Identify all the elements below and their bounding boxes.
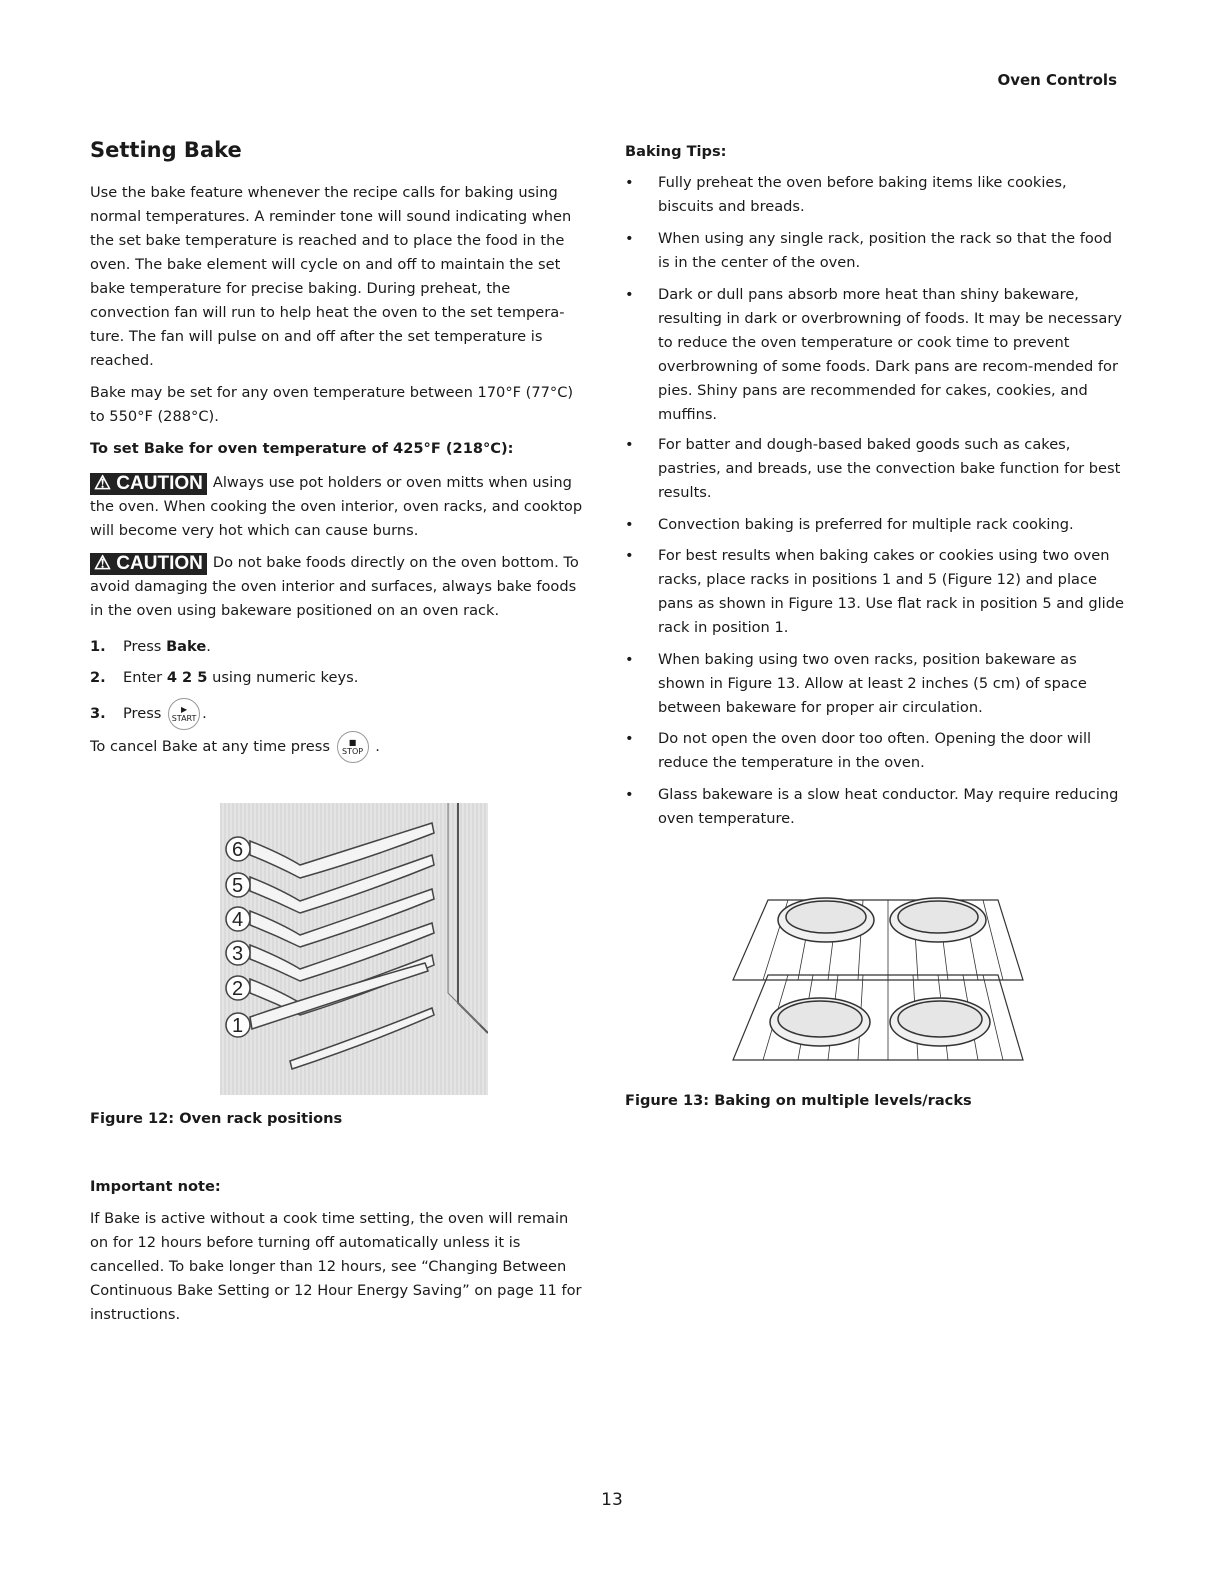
page-title: Setting Bake: [90, 138, 242, 162]
page-number: 13: [601, 1490, 623, 1510]
tip-text: Glass bakeware is a slow heat conductor. May require reducing oven temperature.: [658, 786, 1119, 827]
step-3: [90, 698, 590, 730]
section-header: Oven Controls: [997, 71, 1117, 89]
step-text: using numeric keys.: [207, 669, 359, 686]
caution-text: Always use pot holders or oven mitts when using the oven. When cooking the oven interior, oven racks, and cooktop will become very hot which can cause burns.: [90, 474, 583, 539]
rack-number-4: 4: [232, 909, 244, 931]
figure-12-caption: Figure 12: Oven rack positions: [90, 1110, 343, 1127]
figure-13-caption: Figure 13: Baking on multiple levels/racks: [625, 1092, 972, 1109]
stop-key-icon: ■ STOP: [337, 731, 369, 763]
tip-text: When baking using two oven racks, position bakeware as shown in Figure 13. Allow at least 2 inches (5 cm) of space between bakeware for proper air circulation.: [658, 651, 1087, 716]
tip-item: [625, 727, 1125, 775]
caution-text: Do not bake foods directly on the oven bottom. To avoid damaging the oven interior and surfaces, always bake foods in the oven using bakeware positioned on an oven rack.: [90, 554, 579, 619]
tip-item: [625, 171, 1125, 219]
cancel-instruction: To cancel Bake at any time press ■ STOP .: [90, 731, 590, 763]
step-number: 3.: [90, 705, 106, 722]
oven-rack-positions-figure: [220, 803, 488, 1095]
caution-note-2: [90, 551, 590, 623]
step-text: .: [202, 705, 207, 722]
bullet: •: [625, 286, 634, 303]
rack-number-1: 1: [232, 1015, 244, 1037]
rack-number-3: 3: [232, 943, 244, 965]
caution-badge: ⚠ CAUTION: [90, 473, 207, 495]
intro-paragraph: Use the bake feature whenever the recipe calls for baking using normal temperatures. A reminder tone will sound indicating when the set bake temperature is reached and to place the food in the oven. The bake element will cycle on and off to maintain the set bake temperature for precise baking. During preheat, the convection fan will run to help heat the oven to the set tempera-ture. The fan will pulse on and off after the set temperature is reached.: [90, 184, 572, 369]
tip-item: [625, 648, 1125, 720]
tip-item: [625, 783, 1125, 831]
bullet: •: [625, 786, 634, 803]
tip-text: Do not open the oven door too often. Opening the door will reduce the temperature in the oven.: [658, 730, 1092, 771]
step-2: [90, 666, 590, 690]
step-number: 2.: [90, 669, 106, 686]
multiple-racks-figure: [728, 895, 1028, 1070]
caution-badge: ⚠ CAUTION: [90, 553, 207, 575]
tip-text: For batter and dough-based baked goods such as cakes, pastries, and breads, use the convection bake function for best results.: [658, 436, 1121, 501]
bullet: •: [625, 547, 634, 564]
start-key-icon: ▶ START: [168, 698, 200, 730]
tip-text: Fully preheat the oven before baking items like cookies, biscuits and breads.: [658, 174, 1067, 215]
tip-text: When using any single rack, position the rack so that the food is in the center of the oven.: [658, 230, 1112, 271]
instruction-subheading: To set Bake for oven temperature of 425°F (218°C):: [90, 440, 514, 457]
temperature-range-paragraph: Bake may be set for any oven temperature between 170°F (77°C) to 550°F (288°C).: [90, 384, 574, 425]
bullet: •: [625, 730, 634, 747]
important-note-text: If Bake is active without a cook time setting, the oven will remain on for 12 hours before turning off automatically unless it is cancelled. To bake longer than 12 hours, see “Changing Between Continuous Bake Setting or 12 Hour Energy Saving” on page 11 for instructions.: [90, 1210, 582, 1323]
step-text: Enter: [123, 669, 167, 686]
key-name: 4 2 5: [166, 669, 208, 686]
bullet: •: [625, 436, 634, 453]
step-number: 1.: [90, 638, 106, 655]
tip-item: [625, 283, 1125, 427]
tip-item: [625, 433, 1125, 505]
tip-text: Dark or dull pans absorb more heat than shiny bakeware, resulting in dark or overbrowning of foods. It may be necessary to reduce the oven temperature or cook time to prevent overbrowning of some foods. Dark pans are recom-mended for pies. Shiny pans are recommended for cakes, cookies, and muffins.: [658, 286, 1122, 423]
baking-tips-heading: Baking Tips:: [625, 143, 727, 160]
rack-number-6: 6: [232, 839, 244, 861]
step-1: [90, 635, 590, 659]
step-text: .: [206, 638, 211, 655]
cancel-text: To cancel Bake at any time press: [90, 738, 330, 755]
step-text: Press: [123, 638, 167, 655]
tip-text: For best results when baking cakes or cookies using two oven racks, place racks in positions 1 and 5 (Figure 12) and place pans as shown in Figure 13. Use flat rack in position 5 and glide rack in position 1.: [658, 547, 1124, 636]
tip-text: Convection baking is preferred for multiple rack cooking.: [658, 516, 1074, 533]
rack-number-2: 2: [232, 978, 244, 1000]
bullet: •: [625, 230, 634, 247]
caution-note-1: [90, 471, 590, 543]
important-note-heading: Important note:: [90, 1178, 221, 1195]
bullet: •: [625, 174, 634, 191]
tip-item: [625, 513, 1125, 537]
key-name: Bake: [166, 638, 207, 655]
stop-label: STOP: [342, 747, 364, 756]
step-text: Press: [123, 705, 167, 722]
bullet: •: [625, 516, 634, 533]
start-label: START: [171, 714, 197, 723]
rack-number-5: 5: [232, 875, 244, 897]
tip-item: [625, 544, 1125, 640]
bullet: •: [625, 651, 634, 668]
tip-item: [625, 227, 1125, 275]
